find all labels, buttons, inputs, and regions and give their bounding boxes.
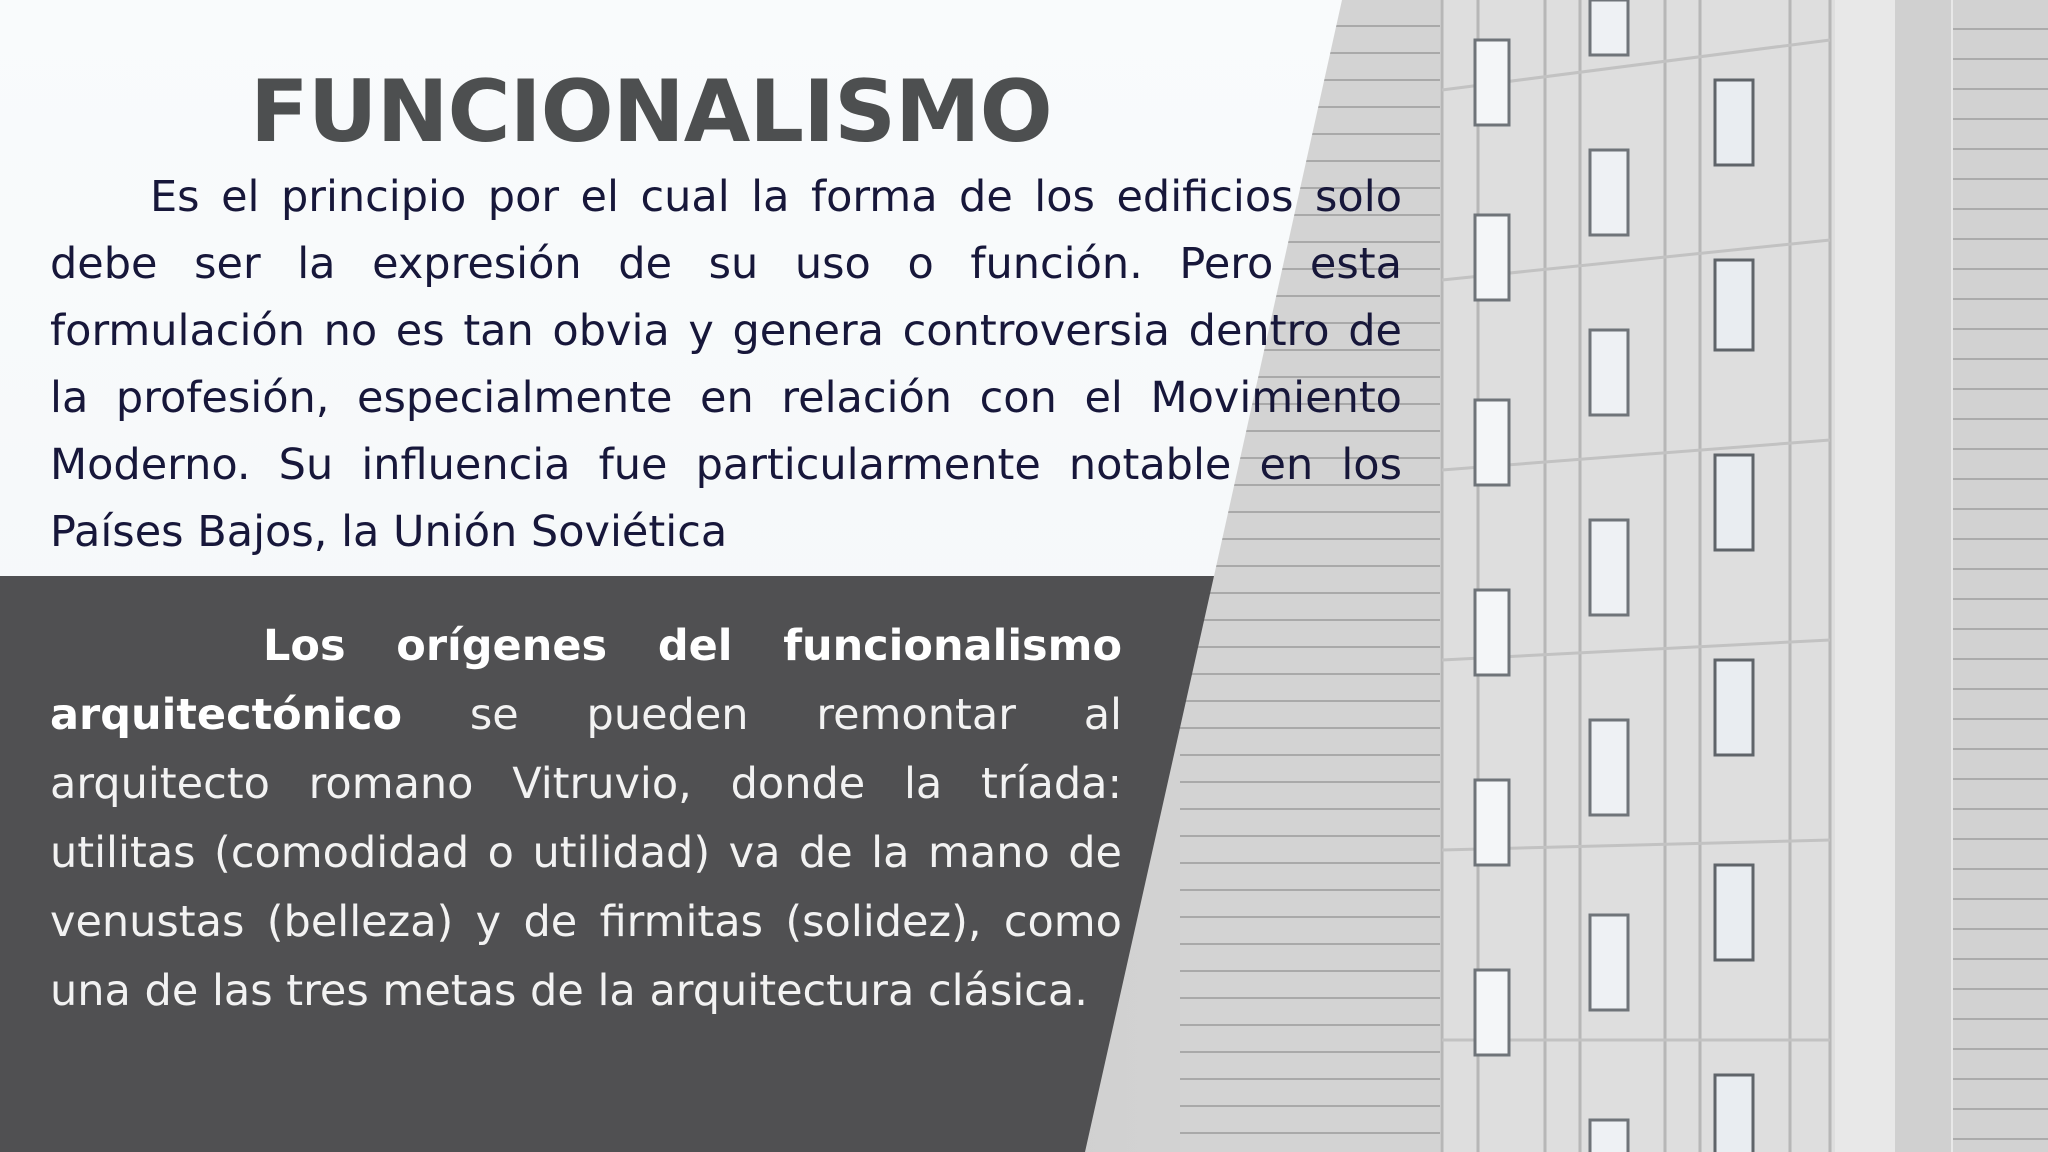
slide-title: FUNCIONALISMO [250,62,1052,162]
origins-paragraph [50,612,1122,1026]
origins-text: se pueden remontar al arquitecto romano Vitruvio, donde la tríada: utilitas (comodidad o utilidad) va de la mano de venustas (belleza) y de firmitas (solidez), como una de las tres metas de la arquitectura clásica. [50,690,1122,1016]
intro-paragraph: Es el principio por el cual la forma de los edificios solo debe ser la expresión de su uso o función. Pero esta formulación no es tan obvia y genera controversia dentro de la profesión, especialmente en relación con el Movimiento Moderno. Su influencia fue particularmente notable en los Países Bajos, la Unión Soviética [50,172,1402,557]
origins-bold-lead: Los orígenes del funcionalismo arquitectónico [50,621,1122,740]
